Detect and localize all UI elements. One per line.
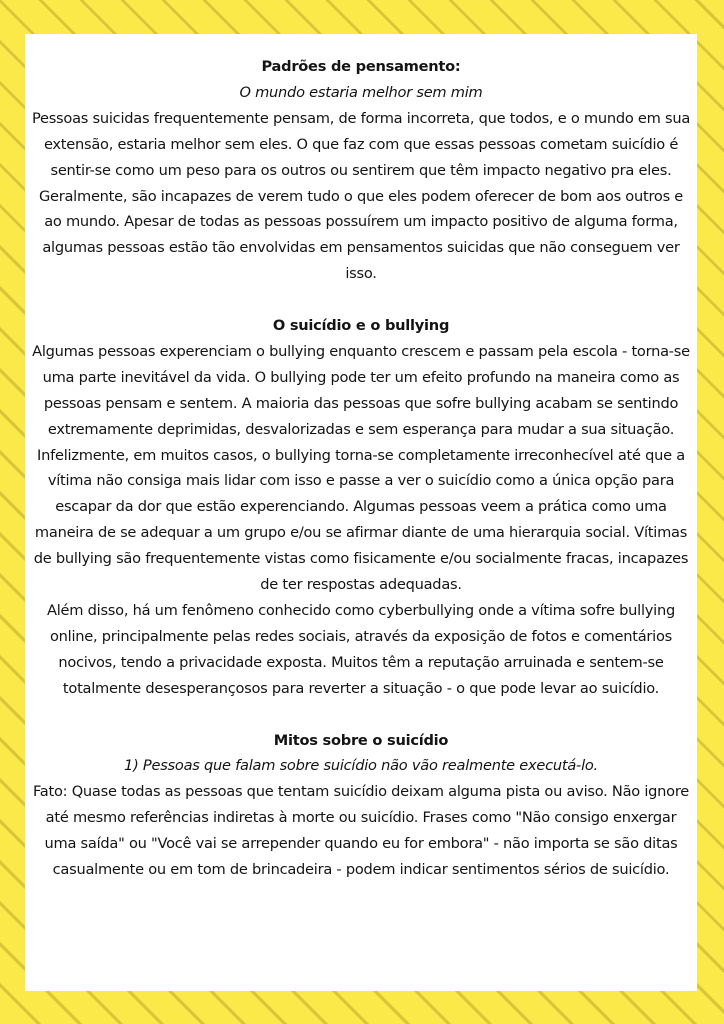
paragraph: Além disso, há um fenômeno conhecido como cyberbullying onde a vítima sofre bullying online, principalmente pelas redes sociais, através da exposição de fotos e comentários nocivos, tendo a privacidade exposta. Muitos têm a reputação arruinada e sentem-se totalmente desesperançosos para reverter a situação - o que pode levar ao suicídio. (47, 602, 675, 697)
myth-statement: 1) Pessoas que falam sobre suicídio não vão realmente executá-lo. (124, 757, 598, 775)
document-page (25, 34, 697, 991)
paragraph: Pessoas suicidas frequentemente pensam, de forma incorreta, que todos, e o mundo em sua extensão, estaria melhor sem eles. O que faz com que essas pessoas cometam suicídio é sentir-se como um peso para os outros ou sentirem que têm impacto negativo pra eles. Geralmente, são incapazes de verem tudo o que eles podem oferecer de bom aos outros e ao mundo. Apesar de todas as pessoas possuírem um impacto positivo de alguma forma, algumas pessoas estão tão envolvidas em pensamentos suicidas que não conseguem ver isso. (31, 109, 691, 283)
section-heading: Padrões de pensamento: (261, 58, 461, 75)
paragraph: Algumas pessoas experenciam o bullying enquanto crescem e passam pela escola - torna-se uma parte inevitável da vida. O bullying pode ter um efeito profundo na maneira como as pessoas pensam e sentem. A maioria das pessoas que sofre bullying acabam se sentindo extremamente deprimidas, desvalorizadas e sem esperança para mudar a sua situação. (32, 342, 690, 438)
fact-paragraph: Fato: Quase todas as pessoas que tentam suicídio deixam alguma pista ou aviso. Não ignore até mesmo referências indiretas à morte ou suicídio. Frases como "Não consigo enxergar uma saída" ou "Você vai se arrepender quando eu for embora" - não importa se são ditas casualmente ou em tom de brincadeira - podem indicar sentimentos sérios de suicídio. (32, 783, 690, 879)
section-suicide-and-bullying (31, 313, 691, 702)
section-heading: Mitos sobre o suicídio (273, 731, 449, 749)
section-heading: O suicídio e o bullying (272, 317, 450, 335)
document-body (31, 54, 691, 883)
section-thought-patterns (31, 54, 691, 287)
paragraph: Infelizmente, em muitos casos, o bullying torna-se completamente irreconhecível até que a vítima não consiga mais lidar com isso e passe a ver o suicídio como a única opção para escapar da dor que estão experenciando. Algumas pessoas veem a prática como uma maneira de se adequar a um grupo e/ou se afirmar diante de uma hierarquia social. Vítimas de bullying são frequentemente vistas como fisicamente e/ou socialmente fracas, incapazes de ter respostas adequadas. (33, 446, 689, 594)
section-suicide-myths (31, 728, 691, 883)
section-subheading: O mundo estaria melhor sem mim (239, 83, 483, 101)
